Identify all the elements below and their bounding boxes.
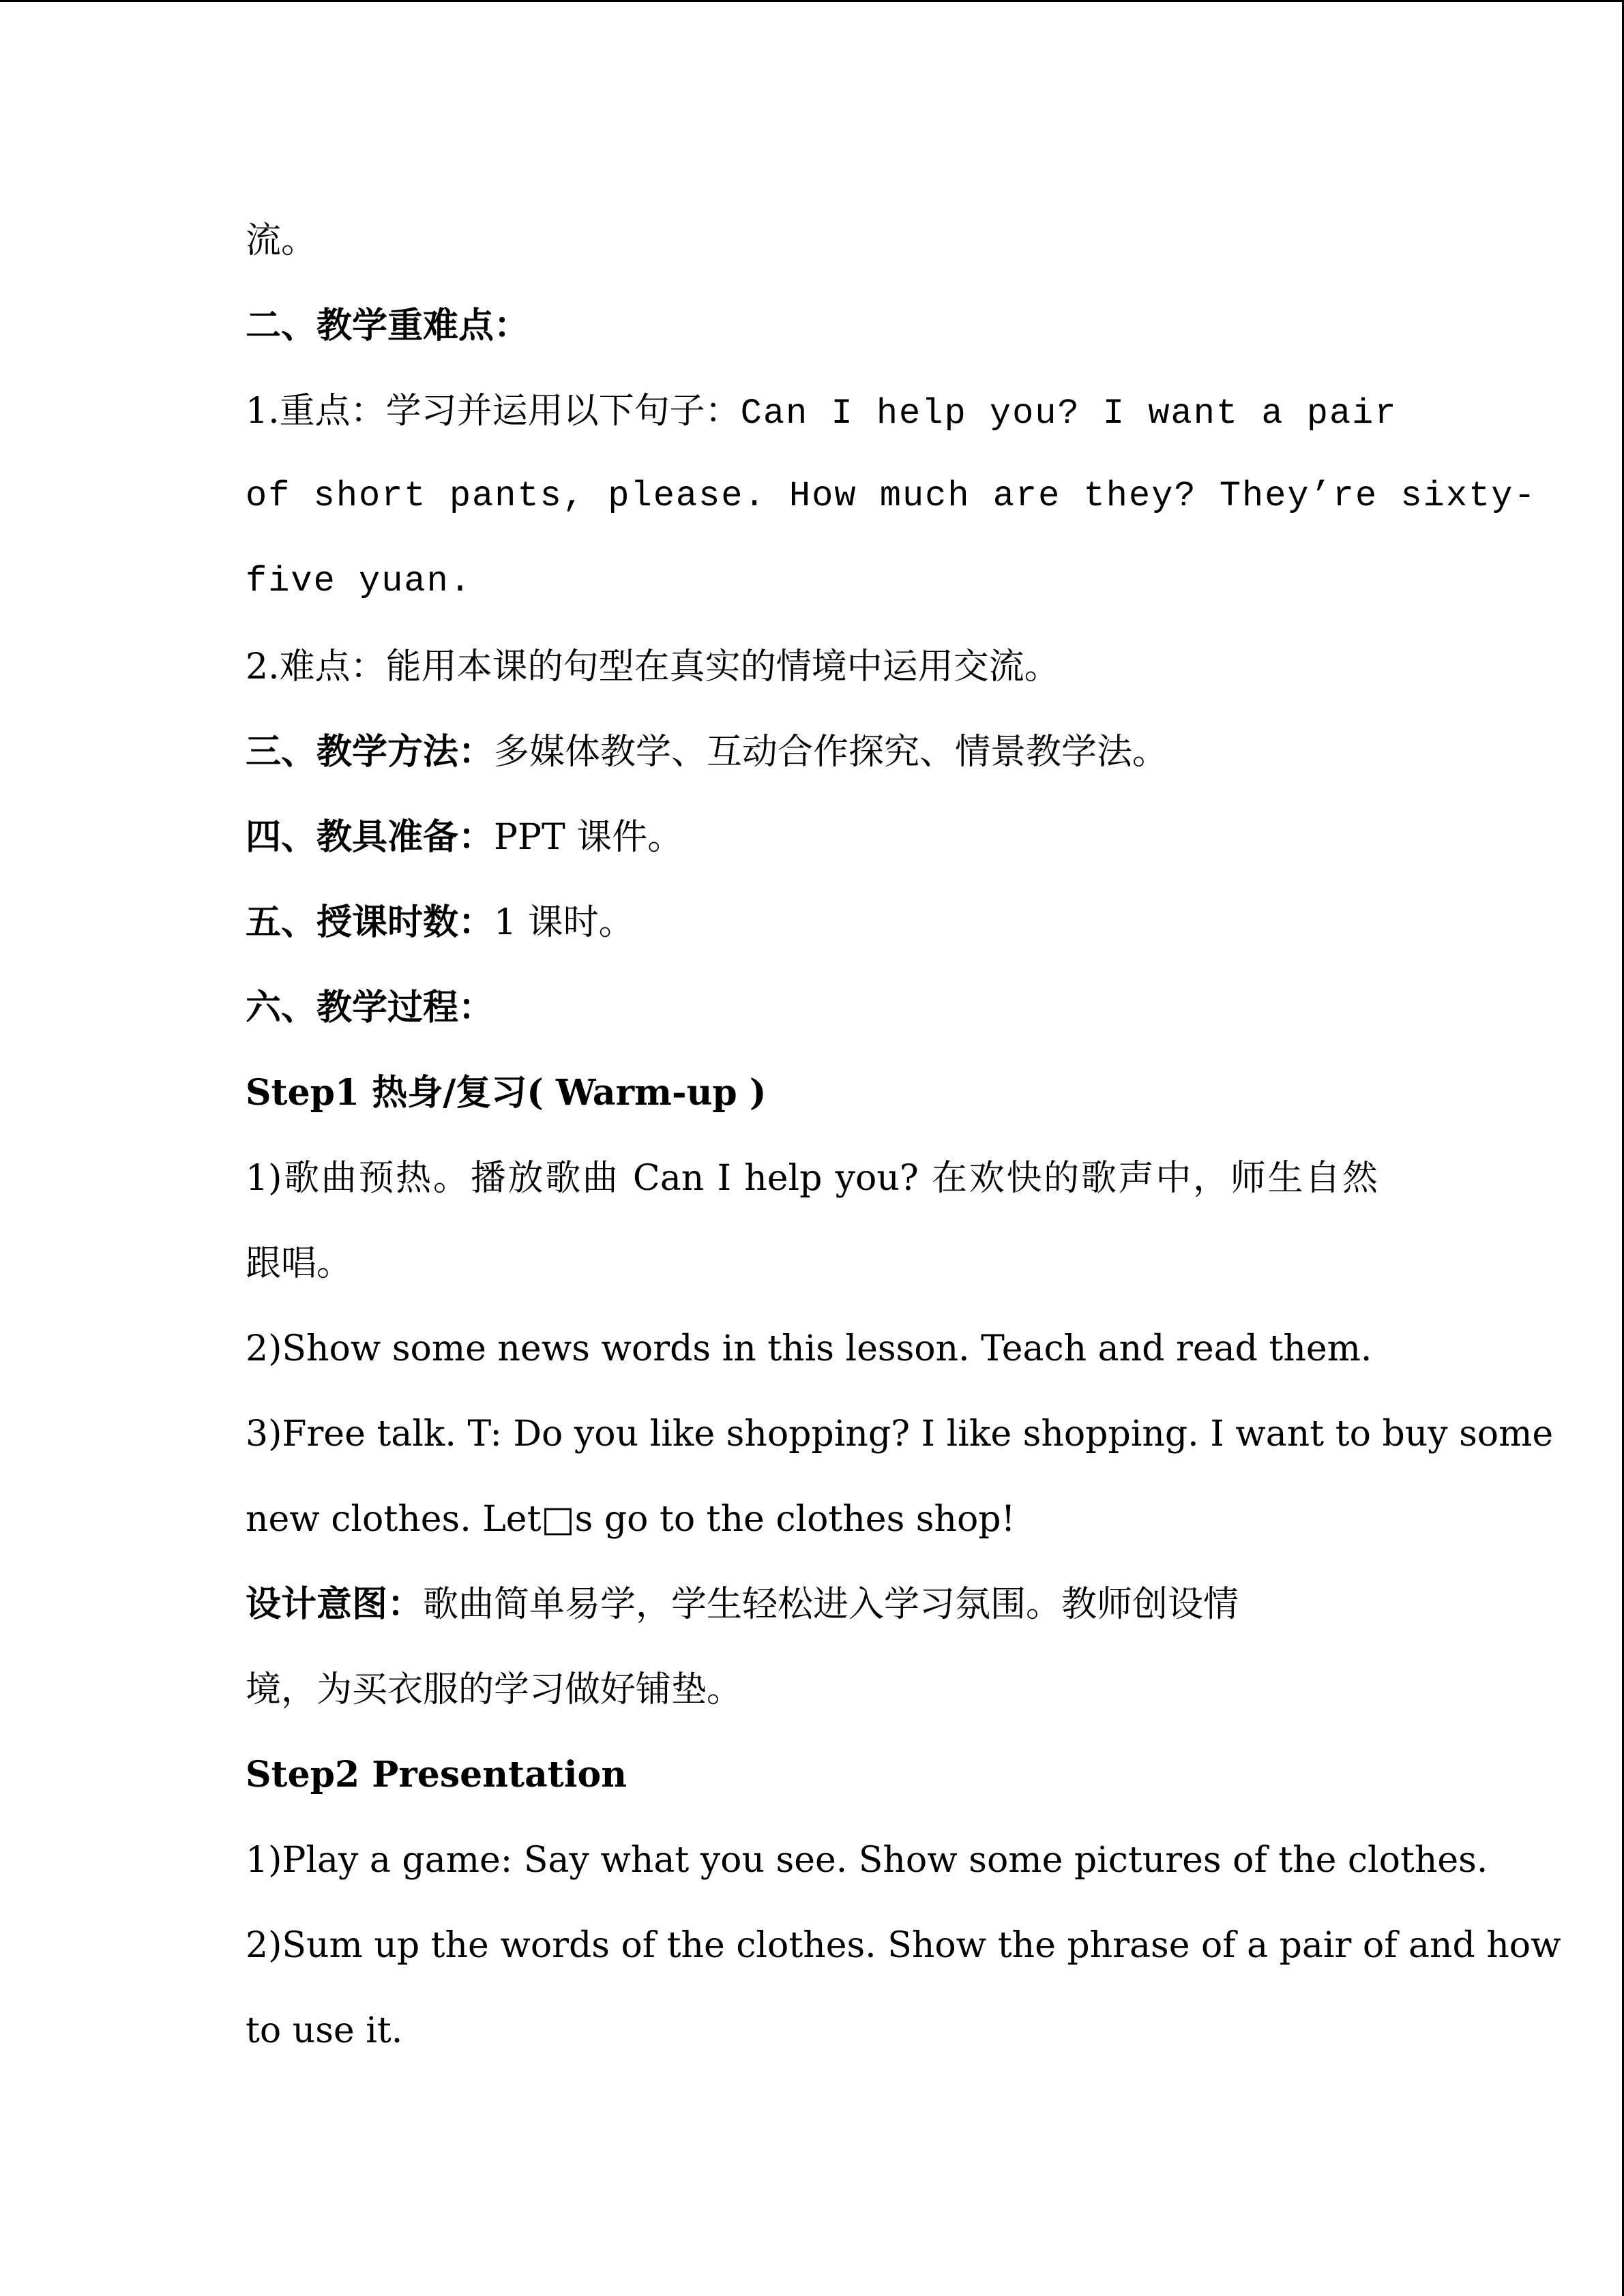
step-heading — [246, 1069, 1378, 1117]
text-span: 2.难点：能用本课的句型在真实的情境中运用交流。 — [246, 646, 1060, 687]
text-span: 2)Sum up the words of the clothes. Show the phrase of a pair of and how — [246, 1925, 1561, 1966]
text-span: 3)Free talk. T: Do you like shopping? I like shopping. I want to buy some — [246, 1414, 1554, 1455]
heading-value: 多媒体教学、互动合作探究、情景教学法。 — [494, 732, 1168, 773]
text-span: of short pants, please. How much are they? They’re sixty- — [246, 476, 1537, 516]
text-span: 2)Show some news words in this lesson. Teach and read them. — [246, 1328, 1372, 1369]
heading-label: 三、教学方法： — [246, 731, 494, 773]
text-line — [246, 558, 1378, 606]
heading-text: Step1 热身/复习( Warm-up ) — [246, 1072, 767, 1114]
heading-text: 六、教学过程： — [246, 987, 494, 1028]
text-span: 跟唱。 — [246, 1243, 353, 1284]
text-line — [246, 1666, 1378, 1714]
text-line — [246, 2007, 1378, 2055]
text-span: 境，为买衣服的学习做好铺垫。 — [246, 1669, 743, 1710]
section-heading — [246, 302, 1378, 350]
heading-value: 1 课时。 — [494, 902, 634, 943]
text-line — [246, 387, 1398, 435]
text-span: new clothes. Let□s go to the clothes shop! — [246, 1499, 1016, 1540]
section-heading — [246, 899, 1378, 946]
design-intent-line — [246, 1581, 1378, 1628]
section-heading — [246, 728, 1378, 776]
section-heading — [246, 984, 1378, 1032]
heading-text: Step2 Presentation — [246, 1754, 628, 1795]
text-span: 流。 — [246, 220, 317, 261]
section-heading — [246, 814, 1378, 861]
text-line — [246, 473, 1537, 520]
text-line — [246, 1836, 1488, 1884]
text-line — [246, 1325, 1378, 1373]
text-span: 1)Play a game: Say what you see. Show some pictures of the clothes. — [246, 1840, 1488, 1881]
text-line — [246, 1154, 1378, 1202]
text-line — [246, 1410, 1554, 1458]
design-intent-label: 设计意图： — [246, 1583, 424, 1625]
text-span: 1.重点：学习并运用以下句子： — [246, 391, 741, 432]
heading-label: 四、教具准备： — [246, 816, 494, 858]
text-line — [246, 1240, 1378, 1287]
text-line — [246, 1495, 1378, 1543]
text-span: five yuan. — [246, 561, 473, 601]
text-span: to use it. — [246, 2010, 403, 2051]
heading-value: PPT 课件。 — [494, 817, 683, 858]
design-intent-text: 歌曲简单易学，学生轻松进入学习氛围。教师创设情 — [423, 1584, 1239, 1625]
step-heading — [246, 1751, 1378, 1799]
text-span-english: Can I help you? I want a pair — [740, 393, 1398, 434]
text-span: 1)歌曲预热。播放歌曲 Can I help you? 在欢快的歌声中，师生自然 — [246, 1158, 1378, 1199]
heading-text: 二、教学重难点： — [246, 305, 530, 346]
text-line — [246, 643, 1378, 691]
text-line — [246, 1922, 1561, 1969]
heading-label: 五、授课时数： — [246, 901, 494, 943]
text-line — [246, 217, 1378, 265]
